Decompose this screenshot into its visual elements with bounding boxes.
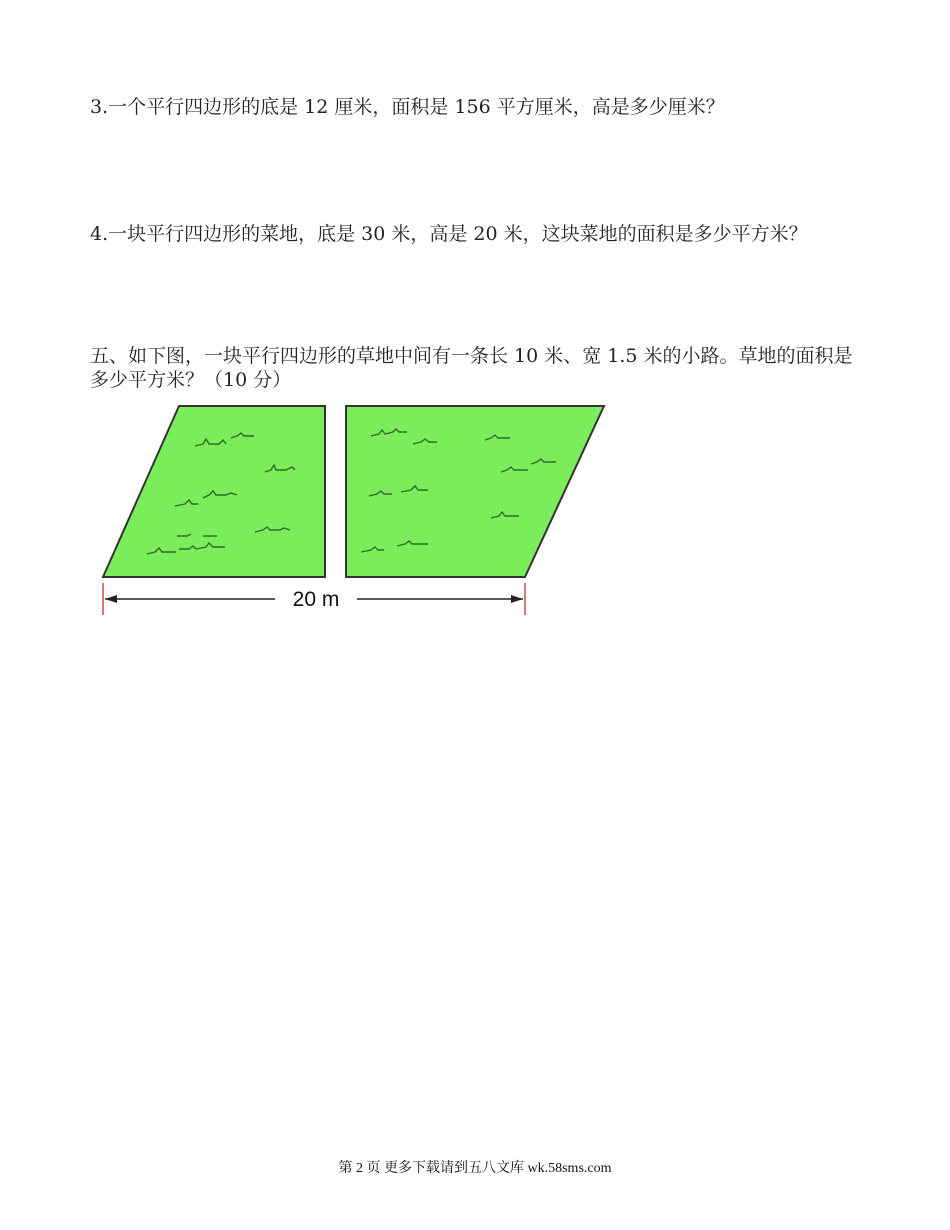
question-3: 3.一个平行四边形的底是 12 厘米，面积是 156 平方厘米，高是多少厘米？ bbox=[90, 96, 725, 118]
lawn-right-part bbox=[346, 406, 604, 577]
question-5: 五、如下图，一块平行四边形的草地中间有一条长 10 米、宽 1.5 米的小路。草地的面积是多少平方米？（10 分） bbox=[90, 345, 853, 391]
page-footer: 第 2 页 更多下载请到五八文库 wk.58sms.com bbox=[338, 1161, 612, 1176]
question-4: 4.一块平行四边形的菜地，底是 30 米，高是 20 米，这块菜地的面积是多少平方米？ bbox=[90, 223, 808, 245]
parallelogram-lawn-figure bbox=[95, 400, 615, 620]
dimension-label: 20 m bbox=[292, 588, 340, 611]
